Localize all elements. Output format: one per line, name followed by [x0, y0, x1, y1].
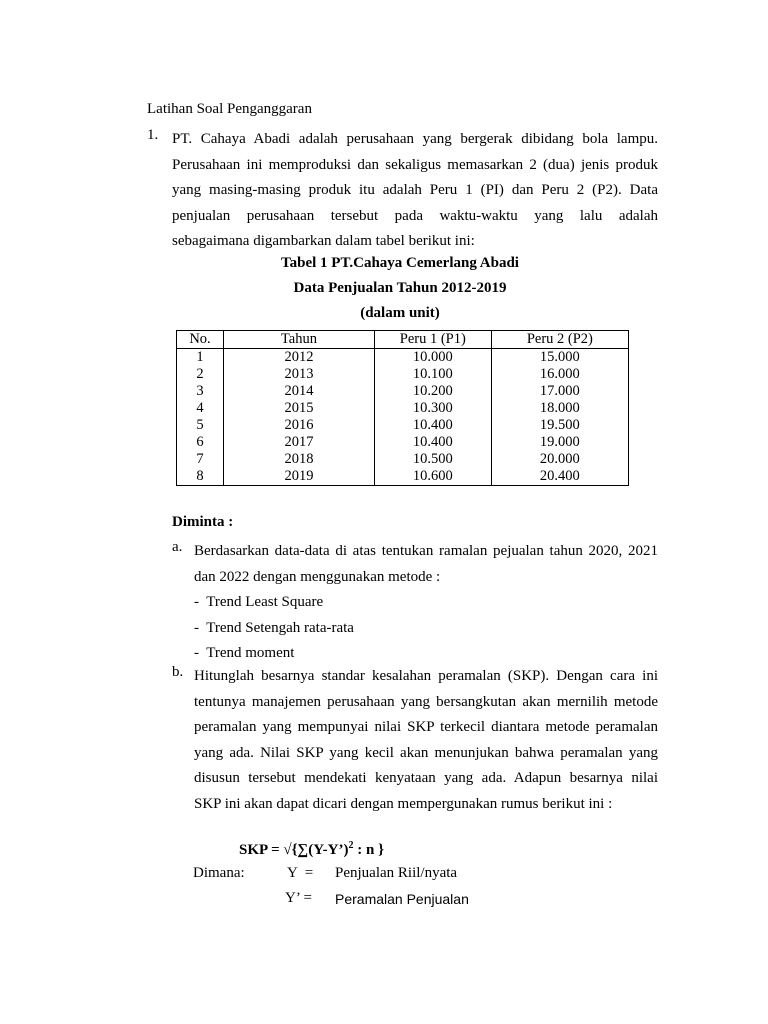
- cell-peru1: 10.600: [374, 468, 491, 486]
- cell-tahun: 2014: [224, 383, 375, 400]
- cell-no: 5: [177, 417, 224, 434]
- formula-lhs: SKP = √{∑(Y-Y’): [239, 842, 349, 858]
- table-caption-subtitle: Data Penjualan Tahun 2012-2019: [293, 280, 507, 296]
- table-caption-unit: (dalam unit): [360, 305, 440, 321]
- item-b-line: yang ada. Nilai SKP yang kecil akan menunjukan bahwa peramalan yang: [194, 744, 658, 761]
- sales-table: [176, 330, 629, 486]
- cell-peru1: 10.500: [374, 451, 491, 468]
- table-row: [177, 434, 629, 451]
- item-b-line: disusun tersebut mendekati kenyataan yang ada. Adapun besarnya nilai: [194, 770, 658, 787]
- item-b-label: b.: [172, 664, 184, 680]
- method-item: - Trend Least Square: [194, 594, 324, 611]
- table-row: [177, 417, 629, 434]
- cell-tahun: 2016: [224, 417, 375, 434]
- cell-peru2: 20.000: [491, 451, 628, 468]
- cell-no: 2: [177, 366, 224, 383]
- table-row: [177, 451, 629, 468]
- table-caption-title: Tabel 1 PT.Cahaya Cemerlang Abadi: [281, 255, 519, 271]
- item-b-line: peramalan yang mempunyai nilai SKP terkecil diantara metode peramalan: [194, 719, 658, 736]
- cell-peru1: 10.300: [374, 400, 491, 417]
- cell-peru2: 17.000: [491, 383, 628, 400]
- method-item: - Trend Setengah rata-rata: [194, 619, 354, 636]
- item-b-line: SKP ini akan dapat dicari dengan mempergunakan rumus berikut ini :: [194, 795, 613, 812]
- item-a-line: Berdasarkan data-data di atas tentukan ramalan pejualan tahun 2020, 2021: [194, 543, 658, 559]
- skp-formula: [239, 840, 384, 859]
- cell-no: 1: [177, 349, 224, 367]
- legend-label: Dimana:: [193, 865, 245, 881]
- cell-peru1: 10.400: [374, 434, 491, 451]
- question-line: penjualan perusahaan tersebut pada waktu-waktu yang lalu adalah: [172, 207, 658, 224]
- table-row: [177, 349, 629, 367]
- table-row: [177, 400, 629, 417]
- cell-no: 8: [177, 468, 224, 486]
- legend-y-key: Y =: [287, 865, 314, 881]
- column-header-peru2: Peru 2 (P2): [491, 331, 628, 349]
- cell-peru2: 19.500: [491, 417, 628, 434]
- cell-tahun: 2019: [224, 468, 375, 486]
- cell-peru1: 10.000: [374, 349, 491, 367]
- cell-tahun: 2017: [224, 434, 375, 451]
- column-header-tahun: Tahun: [224, 331, 375, 349]
- question-paragraph: [172, 127, 658, 255]
- cell-peru1: 10.400: [374, 417, 491, 434]
- legend-y-desc: Penjualan Riil/nyata: [335, 865, 458, 881]
- column-header-no: No.: [177, 331, 224, 349]
- table-row: [177, 468, 629, 486]
- method-item: - Trend moment: [194, 645, 295, 662]
- cell-peru1: 10.200: [374, 383, 491, 400]
- cell-tahun: 2013: [224, 366, 375, 383]
- diminta-heading: Diminta :: [172, 514, 234, 530]
- cell-no: 4: [177, 400, 224, 417]
- item-a-paragraph: [194, 539, 658, 667]
- table-row: [177, 366, 629, 383]
- cell-no: 3: [177, 383, 224, 400]
- cell-peru2: 20.400: [491, 468, 628, 486]
- cell-tahun: 2018: [224, 451, 375, 468]
- question-number: 1.: [147, 127, 159, 143]
- question-line: sebagaimana digambarkan dalam tabel berikut ini:: [172, 233, 475, 250]
- legend-yp-key: Y’ =: [285, 890, 312, 906]
- table-row: [177, 383, 629, 400]
- table-header-row: [177, 331, 629, 349]
- question-line: yang masing-masing produk itu adalah Peru 1 (PI) dan Peru 2 (P2). Data: [172, 182, 658, 199]
- cell-tahun: 2015: [224, 400, 375, 417]
- cell-no: 6: [177, 434, 224, 451]
- formula-exponent: 2: [348, 840, 354, 851]
- item-a-line: dan 2022 dengan menggunakan metode :: [194, 568, 441, 585]
- cell-peru2: 19.000: [491, 434, 628, 451]
- cell-peru1: 10.100: [374, 366, 491, 383]
- legend-yp-desc: Peramalan Penjualan: [335, 891, 469, 907]
- item-a-label: a.: [172, 539, 183, 555]
- item-b-line: tentunya manajemen perusahaan yang bersangkutan akan mernilih metode: [194, 693, 658, 710]
- cell-peru2: 16.000: [491, 366, 628, 383]
- column-header-peru1: Peru 1 (P1): [374, 331, 491, 349]
- question-line: PT. Cahaya Abadi adalah perusahaan yang bergerak dibidang bola lampu.: [172, 131, 658, 147]
- item-b-paragraph: [194, 664, 658, 818]
- cell-tahun: 2012: [224, 349, 375, 367]
- cell-no: 7: [177, 451, 224, 468]
- formula-rhs: : n }: [353, 842, 384, 858]
- cell-peru2: 15.000: [491, 349, 628, 367]
- item-b-line: Hitunglah besarnya standar kesalahan peramalan (SKP). Dengan cara ini: [194, 668, 658, 684]
- document-title: Latihan Soal Penganggaran: [147, 101, 312, 117]
- cell-peru2: 18.000: [491, 400, 628, 417]
- question-line: Perusahaan ini memproduksi dan sekaligus memasarkan 2 (dua) jenis produk: [172, 156, 658, 173]
